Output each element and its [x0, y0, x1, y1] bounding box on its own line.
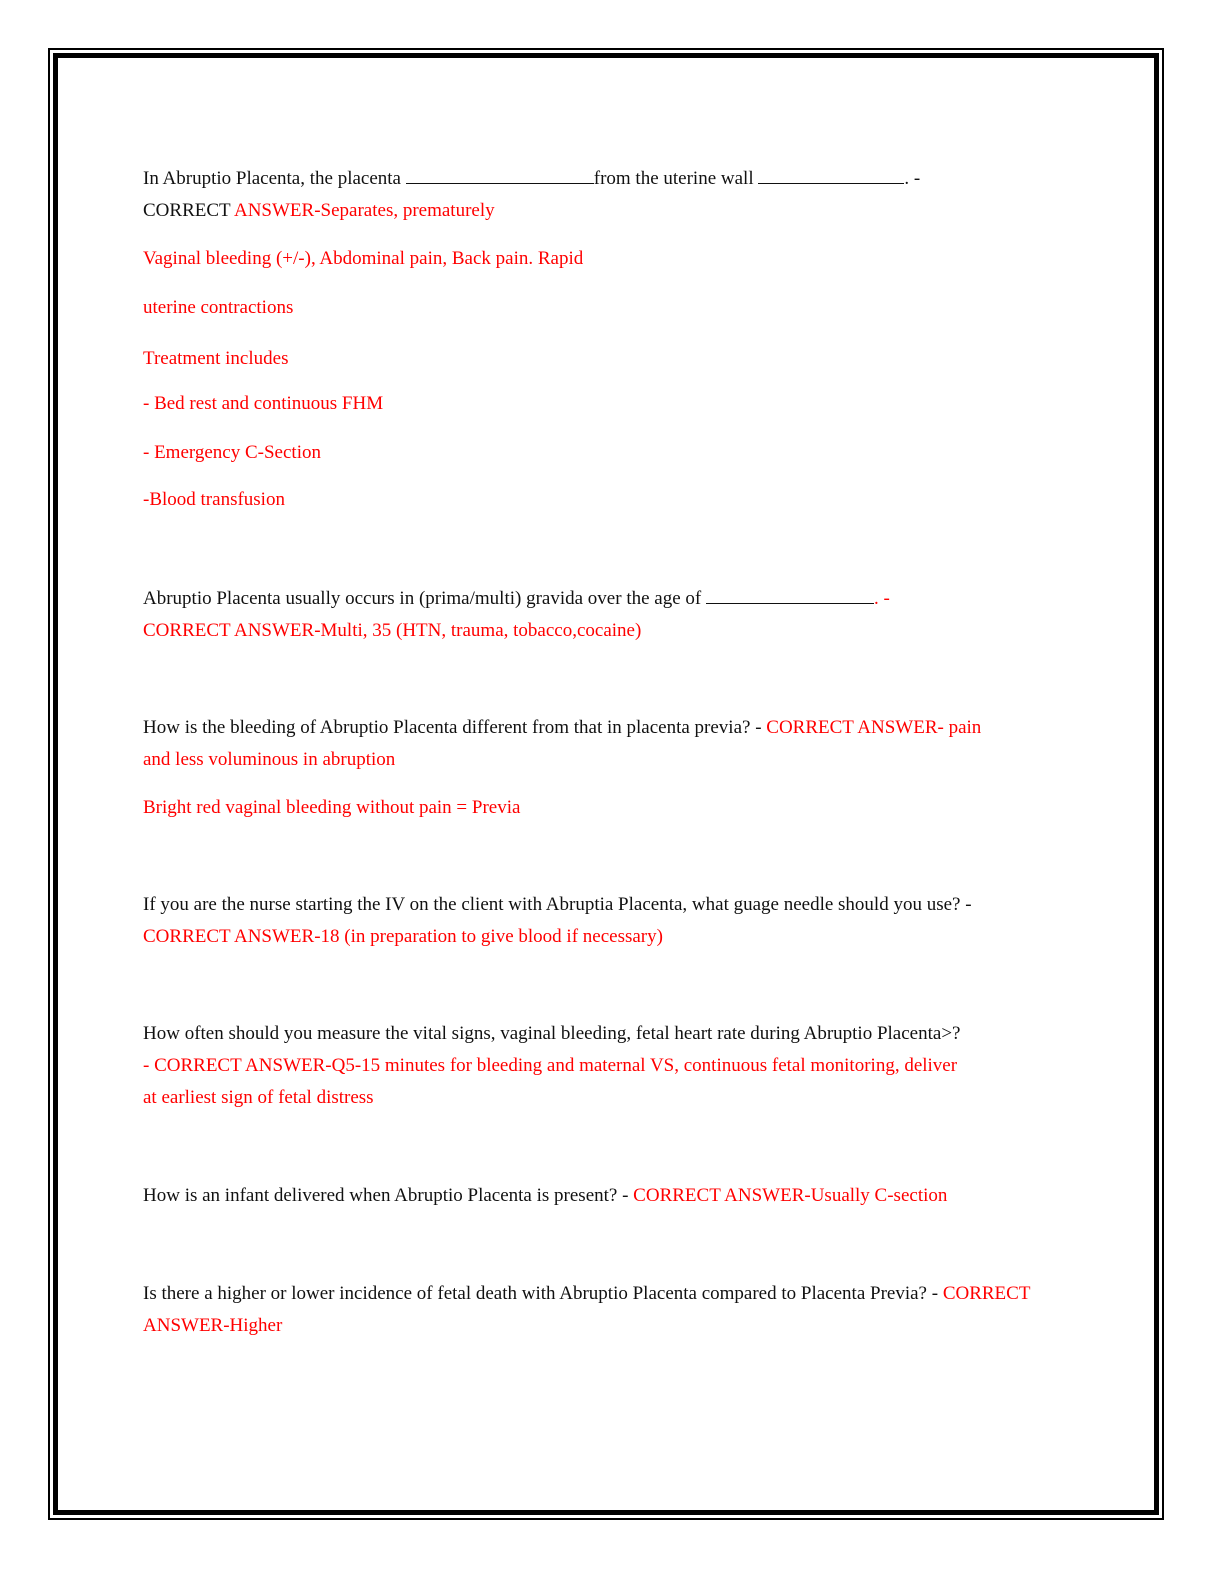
q1-answer-line: [143, 195, 495, 227]
q5-question: How often should you measure the vital signs, vaginal bleeding, fetal heart rate during Abruptio Placenta>?: [143, 1023, 961, 1044]
q3-answer-2: and less voluminous in abruption: [143, 749, 396, 770]
q1-text-2: from the uterine wall: [593, 168, 759, 189]
q3-extra: Bright red vaginal bleeding without pain = Previa: [143, 797, 521, 818]
q6-answer: CORRECT ANSWER-Usually C-section: [633, 1185, 948, 1206]
q1-blank-2: [758, 164, 904, 184]
q4-question: If you are the nurse starting the IV on the client with Abruptia Placenta, what guage needle should you use? -: [143, 894, 972, 915]
q1-extra-line: uterine contractions: [143, 297, 294, 318]
q4-answer: CORRECT ANSWER-18 (in preparation to give blood if necessary): [143, 926, 663, 947]
q1-extra-line: - Bed rest and continuous FHM: [143, 393, 384, 414]
q7-answer-1: CORRECT: [942, 1283, 1031, 1304]
q2-blank: [706, 584, 874, 604]
q7-question-line: [143, 1278, 1030, 1310]
q1-extra-line: Treatment includes: [143, 348, 289, 369]
q7-answer-2: ANSWER-Higher: [143, 1315, 283, 1336]
q3-question-line: [143, 712, 981, 744]
q6-question: How is an infant delivered when Abruptio Placenta is present? -: [143, 1185, 634, 1206]
q6-question-line: [143, 1180, 947, 1212]
q2-text-1: Abruptio Placenta usually occurs in (prima/multi) gravida over the age of: [143, 588, 706, 609]
q1-answer: ANSWER-Separates, prematurely: [233, 200, 495, 221]
q1-extra-line: Vaginal bleeding (+/-), Abdominal pain, Back pain. Rapid: [143, 248, 584, 269]
q2-text-2: . -: [873, 588, 890, 609]
q1-blank-1: [406, 164, 594, 184]
q1-question-line: [143, 163, 920, 195]
q1-text-1: In Abruptio Placenta, the placenta: [143, 168, 406, 189]
q1-extra-line: - Emergency C-Section: [143, 442, 321, 463]
q1-text-4: CORRECT: [143, 200, 234, 221]
q2-question-line: [143, 583, 890, 615]
q1-text-3: . -: [904, 168, 921, 189]
q3-answer-1: CORRECT ANSWER- pain: [766, 717, 982, 738]
q2-answer: CORRECT ANSWER-Multi, 35 (HTN, trauma, tobacco,cocaine): [143, 620, 642, 641]
q7-question: Is there a higher or lower incidence of fetal death with Abruptio Placenta compared to Placenta Previa? -: [143, 1283, 943, 1304]
q5-answer-1: - CORRECT ANSWER-Q5-15 minutes for bleeding and maternal VS, continuous fetal monitoring, deliver: [143, 1055, 958, 1076]
q3-question: How is the bleeding of Abruptio Placenta different from that in placenta previa? -: [143, 717, 767, 738]
q5-answer-2: at earliest sign of fetal distress: [143, 1087, 374, 1108]
q1-extra-line: -Blood transfusion: [143, 489, 285, 510]
